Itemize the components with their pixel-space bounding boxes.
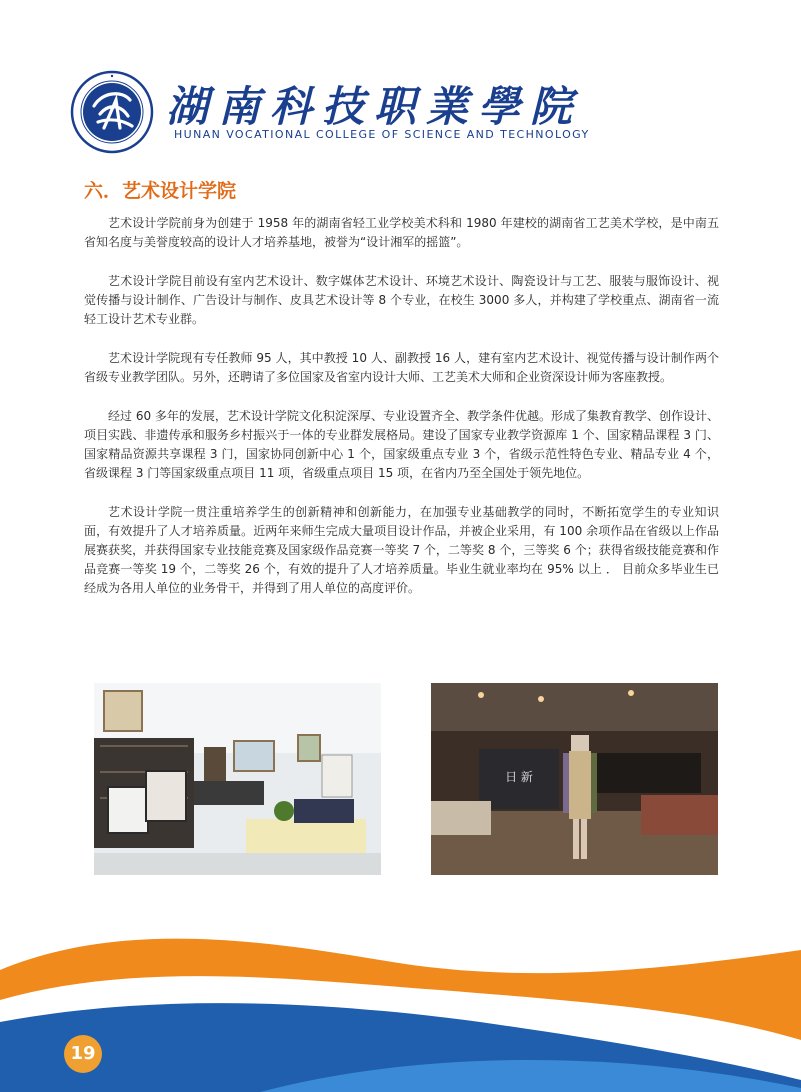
paragraph-majors: 艺术设计学院目前设有室内艺术设计、数字媒体艺术设计、环境艺术设计、陶瓷设计与工艺、服装与服饰设计、视觉传播与设计制作、广告设计与制作、皮具艺术设计等 8 个专业，在校生 3000 多人，并构建了学校重点、湖南省一流轻工设计艺术专业群。	[84, 274, 719, 326]
paragraph-development: 经过 60 多年的发展，艺术设计学院文化积淀深厚、专业设置齐全、教学条件优越。形成了集教育教学、创作设计、项目实践、非遗传承和服务乡村振兴于一体的专业群发展格局。建设了国家专业教学资源库 1 个、国家精品课程 3 门、国家精品资源共享课程 3 门，国家协同创新中心 1 个，国家级重点专业 3 个，省级示范性特色专业、精品专业 4 个，省级课程 3 门等国家级重点项目 11 项，省级重点项目 15 项，在省内乃至全国处于领先地位。	[84, 409, 719, 480]
fashion-show-photo	[431, 683, 718, 875]
college-name-chinese: 湖南科技职業學院	[166, 82, 583, 131]
article-body	[84, 214, 719, 618]
section-title: 六．艺术设计学院	[84, 180, 237, 202]
paragraph-faculty: 艺术设计学院现有专任教师 95 人，其中教授 10 人、副教授 16 人，建有室内艺术设计、视觉传播与设计制作两个省级专业教学团队。另外，还聘请了多位国家及省室内设计大师、工艺美术大师和企业资深设计师为客座教授。	[84, 351, 719, 384]
backdrop-logo-text: 日 新	[505, 770, 533, 784]
paragraph-history: 艺术设计学院前身为创建于 1958 年的湖南省轻工业学校美术科和 1980 年建校的湖南省工艺美术学校，是中南五省知名度与美誉度较高的设计人才培养基地，被誉为“设计湘军的摇篮”。	[84, 216, 719, 249]
college-seal-logo	[70, 70, 154, 154]
footer-wave-decoration	[0, 930, 801, 1092]
paragraph-achievements: 艺术设计学院一贯注重培养学生的创新精神和创新能力，在加强专业基础教学的同时，不断拓宽学生的专业知识面，有效提升了人才培养质量。近两年来师生完成大量项目设计作品，并被企业采用，有 100 余项作品在省级以上作品展赛获奖，并获得国家专业技能竞赛及国家级作品竞赛一等奖 7 个，二等奖 8 个，三等奖 6 个；获得省级技能竞赛和作品竞赛一等奖 19 个，二等奖 26 个，有效的提升了人才培养质量。毕业生就业率均在 95% 以上 ． 目前众多毕业生已经成为各用人单位的业务骨干，并得到了用人单位的高度评价。	[84, 505, 719, 595]
college-name-english: HUNAN VOCATIONAL COLLEGE OF SCIENCE AND TECHNOLOGY	[174, 128, 590, 141]
college-header	[70, 60, 710, 160]
page-number-badge: 19	[64, 1035, 102, 1073]
art-studio-photo	[94, 683, 381, 875]
